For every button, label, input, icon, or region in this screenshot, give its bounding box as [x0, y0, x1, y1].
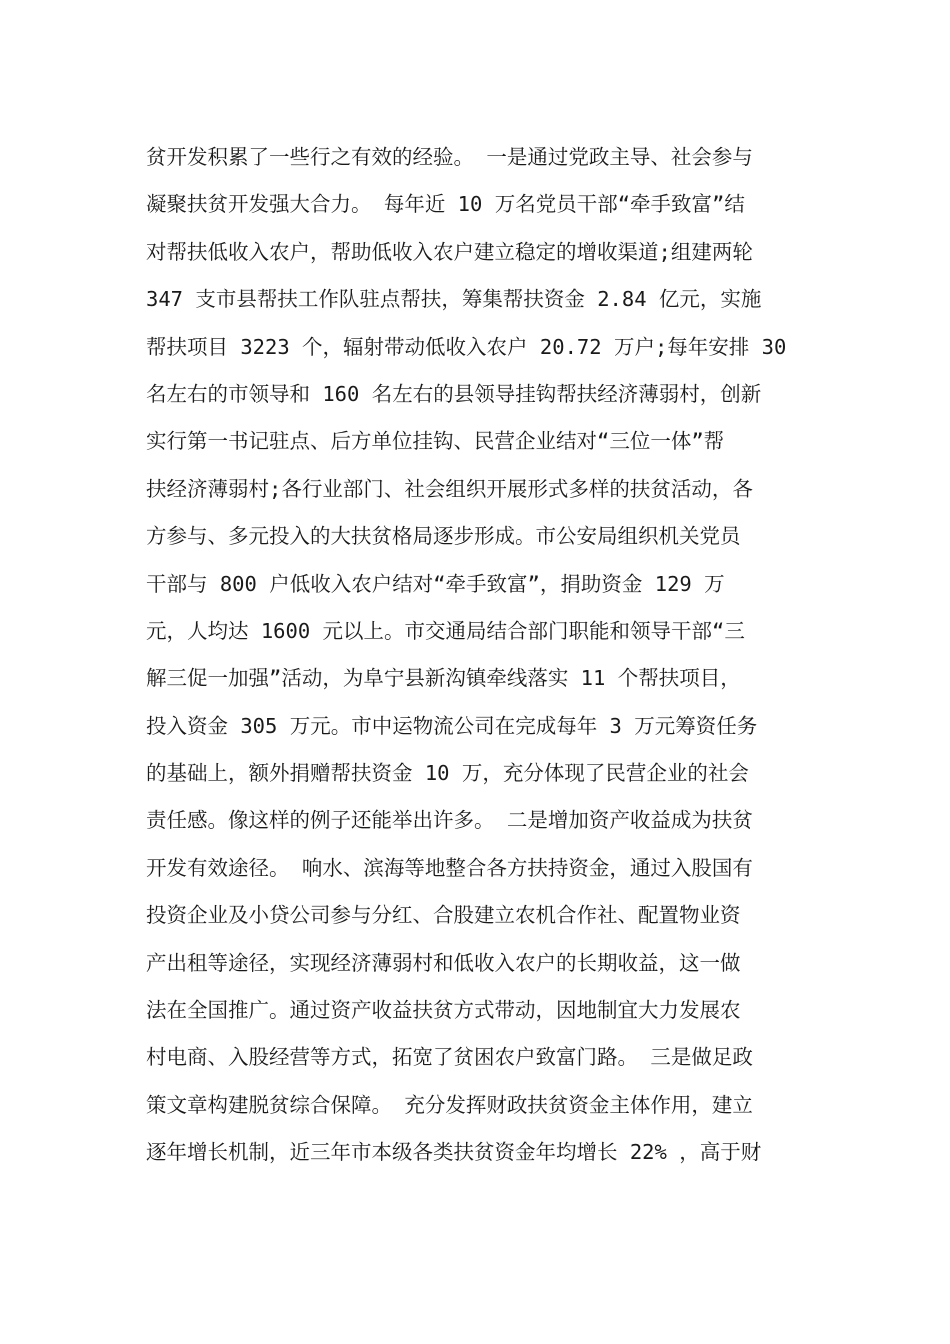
- text-line: 名左右的市领导和 160 名左右的县领导挂钩帮扶经济薄弱村，创新: [146, 381, 762, 406]
- text-line: 干部与 800 户低收入农户结对“牵手致富”，捐助资金 129 万: [146, 571, 725, 596]
- text-line: 投资企业及小贷公司参与分红、合股建立农机合作社、配置物业资: [146, 903, 741, 928]
- text-line: 扶经济薄弱村;各行业部门、社会组织开展形式多样的扶贫活动，各: [146, 476, 753, 501]
- text-line: 策文章构建脱贫综合保障。 充分发挥财政扶贫资金主体作用，建立: [146, 1092, 753, 1117]
- text-line: 投入资金 305 万元。市中运物流公司在完成每年 3 万元筹资任务: [146, 713, 758, 738]
- text-line: 解三促一加强”活动，为阜宁县新沟镇牵线落实 11 个帮扶项目，: [146, 666, 741, 691]
- text-line: 元，人均达 1600 元以上。市交通局结合部门职能和领导干部“三: [146, 618, 745, 643]
- text-line: 347 支市县帮扶工作队驻点帮扶，筹集帮扶资金 2.84 亿元，实施: [146, 287, 762, 312]
- text-line: 村电商、入股经营等方式，拓宽了贫困农户致富门路。 三是做足政: [146, 1045, 753, 1070]
- text-line: 帮扶项目 3223 个，辐射带动低收入农户 20.72 万户;每年安排 30: [146, 334, 787, 359]
- text-line: 责任感。像这样的例子还能举出许多。 二是增加资产收益成为扶贫: [146, 808, 753, 833]
- text-line: 实行第一书记驻点、后方单位挂钩、民营企业结对“三位一体”帮: [146, 429, 725, 454]
- text-line: 凝聚扶贫开发强大合力。 每年近 10 万名党员干部“牵手致富”结: [146, 192, 745, 217]
- text-line: 法在全国推广。通过资产收益扶贫方式带动，因地制宜大力发展农: [146, 998, 741, 1023]
- text-line: 对帮扶低收入农户，帮助低收入农户建立稳定的增收渠道;组建两轮: [146, 239, 753, 264]
- text-line: 逐年增长机制，近三年市本级各类扶贫资金年均增长 22% ，高于财: [146, 1140, 762, 1165]
- text-line: 的基础上，额外捐赠帮扶资金 10 万，充分体现了民营企业的社会: [146, 761, 749, 786]
- text-line: 贫开发积累了一些行之有效的经验。 一是通过党政主导、社会参与: [146, 145, 753, 169]
- text-line: 方参与、多元投入的大扶贫格局逐步形成。市公安局组织机关党员: [146, 524, 741, 549]
- text-line: 开发有效途径。 响水、滨海等地整合各方扶持资金，通过入股国有: [146, 855, 753, 880]
- body-text: [146, 134, 806, 1177]
- text-line: 产出租等途径，实现经济薄弱村和低收入农户的长期收益，这一做: [146, 950, 741, 975]
